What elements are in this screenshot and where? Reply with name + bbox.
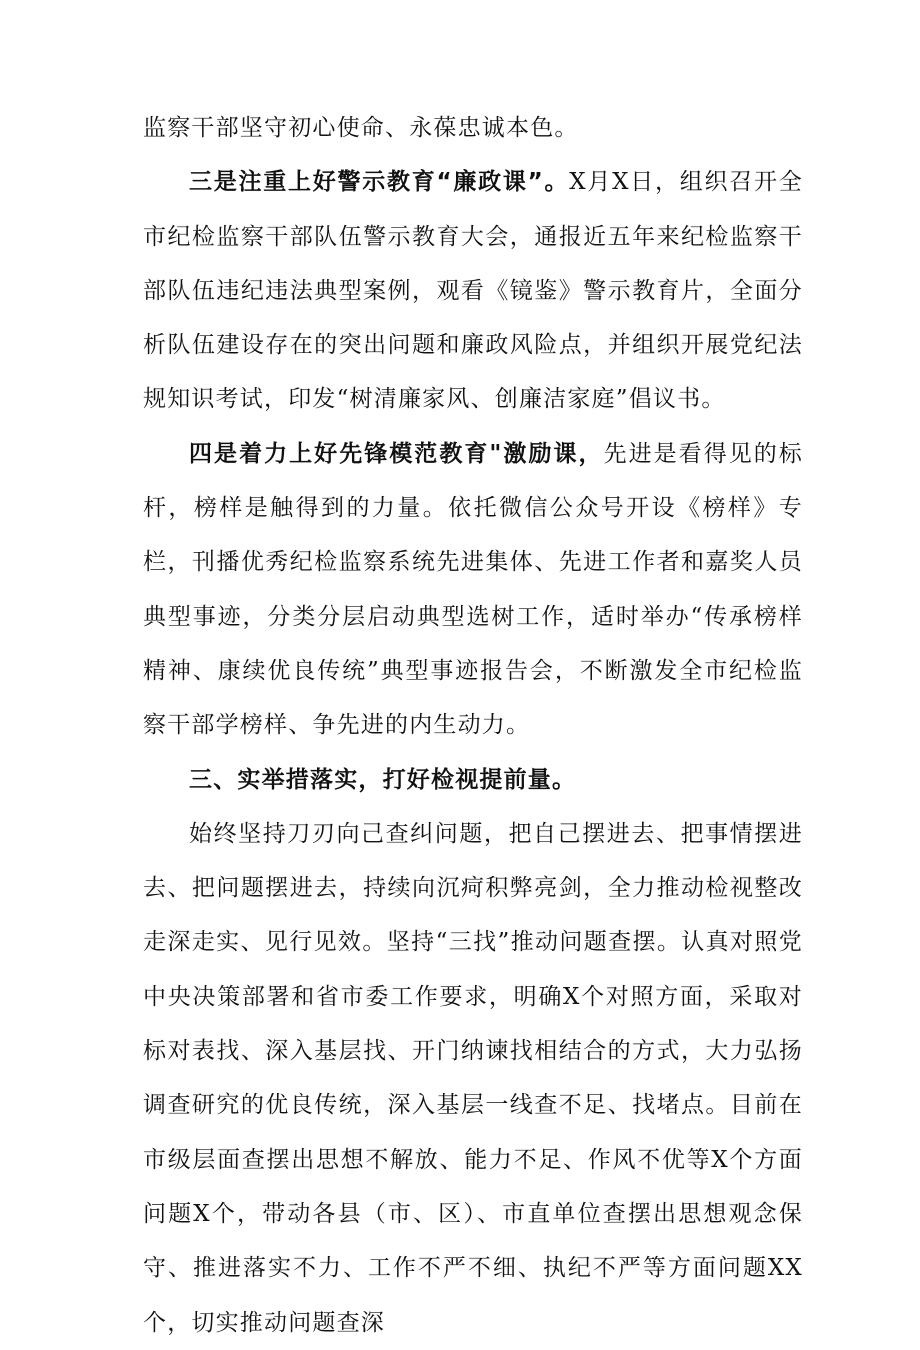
paragraph-text: 监察干部坚守初心使命、永葆忠诚本色。	[143, 115, 579, 141]
paragraph-text: 始终坚持刀刃向己查纠问题，把自己摆进去、把事情摆进去、把问题摆进去，持续向沉疴积弊亮剑，全力推动检视整改走深走实、见行见效。坚持“三找”推动问题查摆。认真对照党中央决策部署和省市委工作要求，明确X个对照方面，采取对标对表找、深入基层找、开门纳谏找相结合的方式，大力弘扬调查研究的优良传统，深入基层一线查不足、找堵点。目前在市级层面查摆出思想不解放、能力不足、作风不优等X个方面问题X个，带动各县（市、区）、市直单位查摆出思想观念保守、推进落实不力、工作不严不细、执纪不严等方面问题XX个，切实推动问题查深	[143, 820, 803, 1336]
paragraph-warning-education	[143, 155, 803, 426]
paragraph-continuation	[143, 101, 803, 155]
document-body	[143, 101, 803, 1350]
paragraph-lead: 四是着力上好先锋模范教育"激励课，	[189, 440, 604, 467]
paragraph-lead: 三是注重上好警示教育“廉政课”。	[189, 169, 570, 196]
paragraph-text: 先进是看得见的标杆，榜样是触得到的力量。依托微信公众号开设《榜样》专栏，刊播优秀纪检监察系统先进集体、先进工作者和嘉奖人员典型事迹，分类分层启动典型选树工作，适时举办“传承榜样精神、康续优良传统”典型事迹报告会，不断激发全市纪检监察干部学榜样、争先进的内生动力。	[143, 440, 803, 739]
paragraph-role-model-education	[143, 427, 803, 753]
section-heading: 三、实举措落实，打好检视提前量。	[189, 766, 577, 793]
paragraph-problem-review	[143, 807, 803, 1350]
paragraph-text: X月X日，组织召开全市纪检监察干部队伍警示教育大会，通报近五年来纪检监察干部队伍违纪违法典型案例，观看《镜鉴》警示教育片，全面分析队伍建设存在的突出问题和廉政风险点，并组织开展党纪法规知识考试，印发“树清廉家风、创廉洁家庭”倡议书。	[143, 169, 804, 413]
